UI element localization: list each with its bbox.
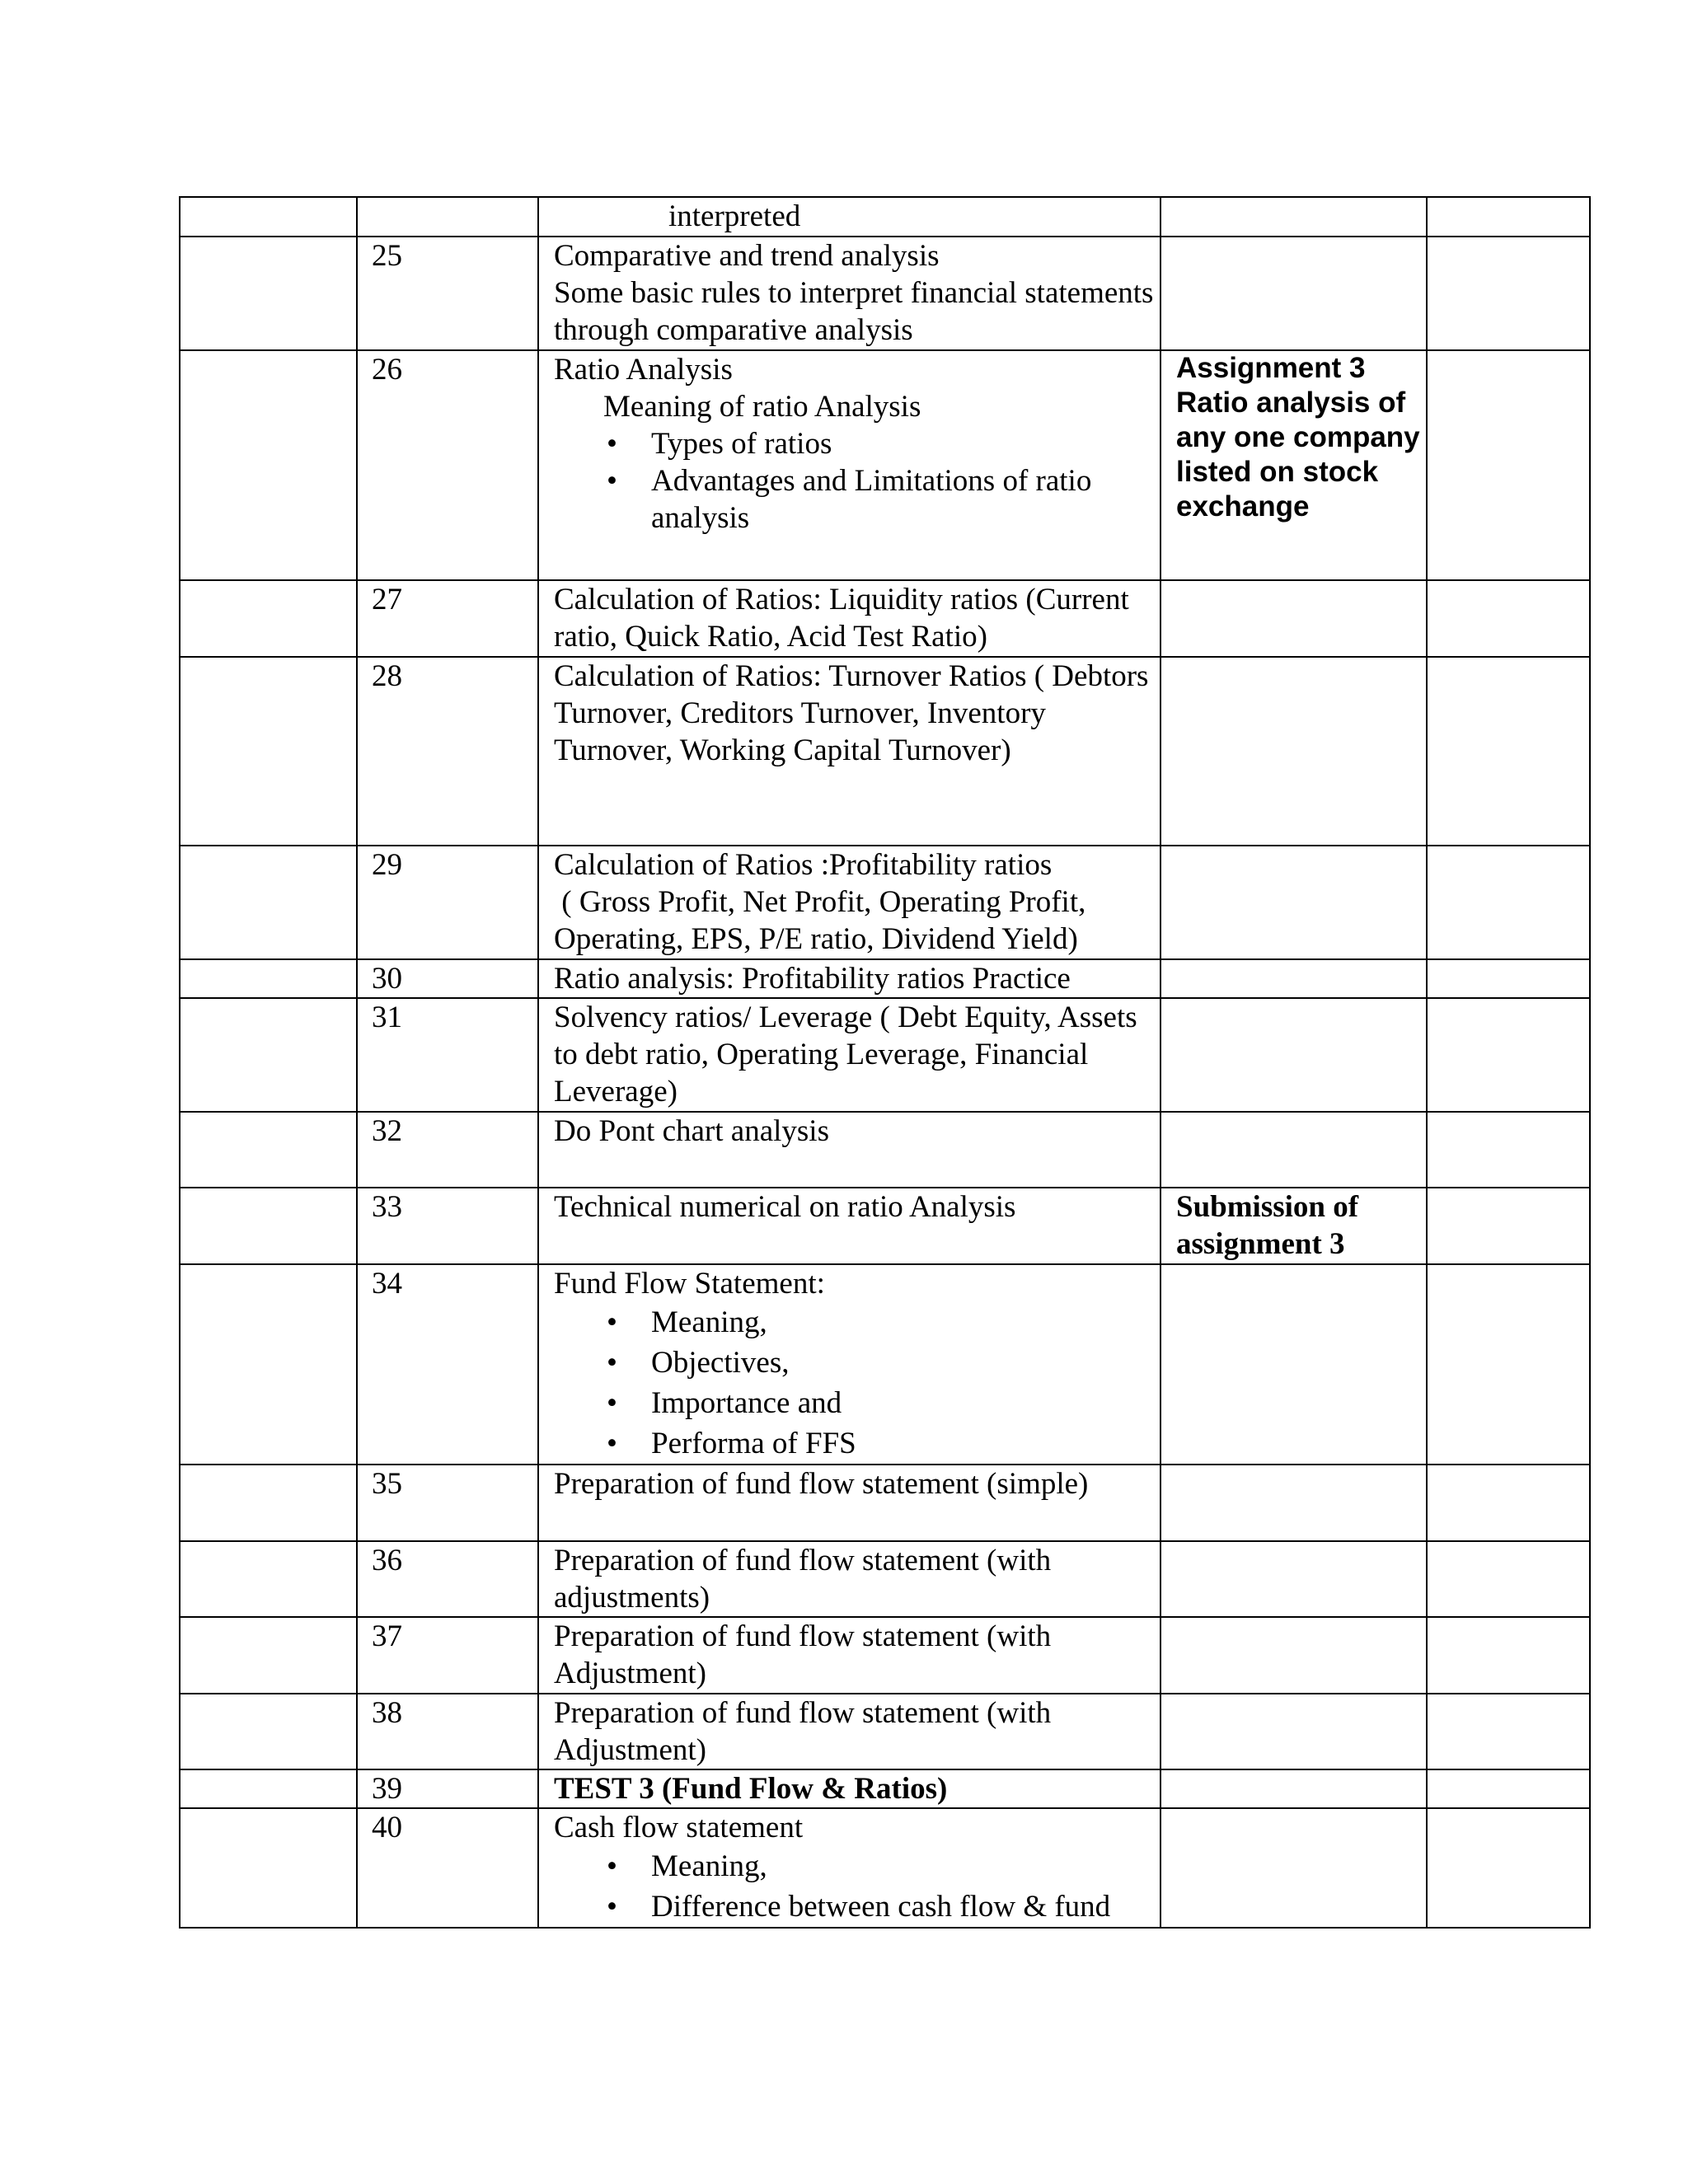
blank-cell [180, 657, 357, 846]
topic-title: Cash flow statement [554, 1811, 804, 1844]
blank-cell [180, 350, 357, 580]
lecture-number: 35 [357, 1465, 538, 1541]
topic-cell: Preparation of fund flow statement (with adjustments) [538, 1541, 1160, 1617]
bullet-icon: • [607, 427, 617, 461]
topic-cell [538, 197, 1160, 237]
topic-cell: TEST 3 (Fund Flow & Ratios) [538, 1769, 1160, 1808]
table-row [180, 657, 1590, 846]
table-row [180, 580, 1590, 657]
list-item-text: Meaning, [651, 1849, 767, 1883]
topic-line: Some basic rules to interpret financial statements through comparative analysis [554, 276, 1154, 347]
table-row [180, 1694, 1590, 1769]
list-item [554, 1343, 1156, 1383]
blank-cell [1427, 1694, 1590, 1769]
lecture-number: 25 [357, 237, 538, 350]
list-item-text: Objectives, [651, 1346, 790, 1380]
lecture-number: 34 [357, 1264, 538, 1465]
blank-cell [180, 197, 357, 237]
table-row [180, 1188, 1590, 1264]
assignment-cell [1160, 197, 1427, 237]
blank-cell [1427, 998, 1590, 1112]
assignment-cell [1160, 1188, 1427, 1264]
table-row [180, 197, 1590, 237]
table-row [180, 237, 1590, 350]
topic-cell [538, 1808, 1160, 1928]
topic-cell: Do Pont chart analysis [538, 1112, 1160, 1188]
topic-cell: Calculation of Ratios: Liquidity ratios (Current ratio, Quick Ratio, Acid Test Ratio) [538, 580, 1160, 657]
assignment-cell [1160, 1465, 1427, 1541]
list-item [554, 1886, 1156, 1927]
blank-cell [180, 237, 357, 350]
blank-cell [1427, 1541, 1590, 1617]
list-item-text: Difference between cash flow & fund [651, 1890, 1111, 1924]
assignment-cell [1160, 959, 1427, 998]
topic-subtitle: Meaning of ratio Analysis [603, 390, 921, 424]
topic-cell: Preparation of fund flow statement (with Adjustment) [538, 1617, 1160, 1694]
list-item [554, 1423, 1156, 1464]
blank-cell [1427, 237, 1590, 350]
blank-cell [1427, 657, 1590, 846]
topic-bullet-list [554, 1846, 1156, 1927]
assignment-cell [1160, 846, 1427, 959]
lecture-number [357, 197, 538, 237]
lecture-number: 33 [357, 1188, 538, 1264]
assignment-cell [1160, 657, 1427, 846]
blank-cell [180, 1541, 357, 1617]
list-item-text: Importance and [651, 1386, 842, 1420]
topic-cell [538, 846, 1160, 959]
table-row [180, 1808, 1590, 1928]
lesson-plan-table [179, 196, 1591, 1929]
topic-cell: Preparation of fund flow statement (with Adjustment) [538, 1694, 1160, 1769]
lecture-number: 38 [357, 1694, 538, 1769]
assignment-cell [1160, 1112, 1427, 1188]
bullet-icon: • [607, 464, 617, 498]
blank-cell [180, 1264, 357, 1465]
blank-cell [1427, 197, 1590, 237]
bullet-icon: • [607, 1305, 617, 1339]
assignment-cell [1160, 1694, 1427, 1769]
table-row [180, 959, 1590, 998]
list-item-text: Advantages and Limitations of ratio analysis [651, 464, 1092, 535]
blank-cell [1427, 1465, 1590, 1541]
blank-cell [180, 1112, 357, 1188]
blank-cell [180, 1617, 357, 1694]
assignment-cell [1160, 1769, 1427, 1808]
bullet-icon: • [607, 1386, 617, 1420]
assignment-cell [1160, 1617, 1427, 1694]
list-item-text: Meaning, [651, 1305, 767, 1339]
assignment-cell [1160, 237, 1427, 350]
lecture-number: 37 [357, 1617, 538, 1694]
topic-title: Ratio Analysis [554, 353, 733, 387]
topic-cell [538, 350, 1160, 580]
table-row [180, 998, 1590, 1112]
blank-cell [1427, 1808, 1590, 1928]
assignment-cell [1160, 580, 1427, 657]
table-row [180, 1112, 1590, 1188]
topic-bullet-list [554, 425, 1156, 537]
blank-cell [1427, 1188, 1590, 1264]
topic-cell: Technical numerical on ratio Analysis [538, 1188, 1160, 1264]
table-row [180, 1465, 1590, 1541]
table-row [180, 1769, 1590, 1808]
blank-cell [180, 998, 357, 1112]
list-item-text: Types of ratios [651, 427, 832, 461]
bullet-icon: • [607, 1890, 617, 1924]
bullet-icon: • [607, 1849, 617, 1883]
bullet-icon: • [607, 1427, 617, 1460]
blank-cell [180, 959, 357, 998]
topic-cell: Solvency ratios/ Leverage ( Debt Equity, Assets to debt ratio, Operating Leverage, Financial Leverage) [538, 998, 1160, 1112]
lecture-number: 39 [357, 1769, 538, 1808]
blank-cell [180, 846, 357, 959]
topic-cell: Ratio analysis: Profitability ratios Practice [538, 959, 1160, 998]
lecture-number: 31 [357, 998, 538, 1112]
blank-cell [1427, 1264, 1590, 1465]
blank-cell [180, 580, 357, 657]
blank-cell [1427, 350, 1590, 580]
blank-cell [1427, 1617, 1590, 1694]
assignment-note: Assignment 3 Ratio analysis of any one company listed on stock exchange [1176, 352, 1420, 523]
blank-cell [1427, 846, 1590, 959]
list-item [554, 1302, 1156, 1343]
assignment-cell [1160, 998, 1427, 1112]
blank-cell [1427, 1769, 1590, 1808]
topic-line: Comparative and trend analysis [554, 239, 940, 273]
topic-line: ( Gross Profit, Net Profit, Operating Profit, Operating, EPS, P/E ratio, Dividend Yield) [554, 885, 1094, 956]
lecture-number: 36 [357, 1541, 538, 1617]
table-row [180, 1264, 1590, 1465]
assignment-note: Submission of assignment 3 [1176, 1190, 1359, 1261]
assignment-cell [1160, 1264, 1427, 1465]
table-row [180, 1617, 1590, 1694]
blank-cell [1427, 959, 1590, 998]
assignment-cell [1160, 1541, 1427, 1617]
table-row [180, 1541, 1590, 1617]
blank-cell [180, 1465, 357, 1541]
table-row [180, 846, 1590, 959]
topic-title: Fund Flow Statement: [554, 1267, 825, 1301]
blank-cell [180, 1188, 357, 1264]
lecture-number: 30 [357, 959, 538, 998]
list-item [554, 1846, 1156, 1886]
blank-cell [1427, 580, 1590, 657]
blank-cell [180, 1769, 357, 1808]
list-item [554, 462, 1156, 537]
topic-line: interpreted [668, 199, 801, 233]
topic-bullet-list [554, 1302, 1156, 1464]
list-item [554, 1383, 1156, 1423]
topic-cell: Preparation of fund flow statement (simple) [538, 1465, 1160, 1541]
lecture-number: 27 [357, 580, 538, 657]
blank-cell [180, 1808, 357, 1928]
list-item [554, 425, 1156, 462]
table-row [180, 350, 1590, 580]
lecture-number: 26 [357, 350, 538, 580]
lecture-number: 40 [357, 1808, 538, 1928]
topic-cell [538, 237, 1160, 350]
assignment-cell [1160, 350, 1427, 580]
topic-cell [538, 1264, 1160, 1465]
lecture-number: 29 [357, 846, 538, 959]
lecture-number: 28 [357, 657, 538, 846]
list-item-text: Performa of FFS [651, 1427, 856, 1460]
assignment-cell [1160, 1808, 1427, 1928]
lecture-number: 32 [357, 1112, 538, 1188]
topic-cell: Calculation of Ratios: Turnover Ratios ( Debtors Turnover, Creditors Turnover, Inventory Turnover, Working Capital Turnover) [538, 657, 1160, 846]
blank-cell [180, 1694, 357, 1769]
bullet-icon: • [607, 1346, 617, 1380]
topic-line: Calculation of Ratios :Profitability ratios [554, 848, 1053, 882]
blank-cell [1427, 1112, 1590, 1188]
